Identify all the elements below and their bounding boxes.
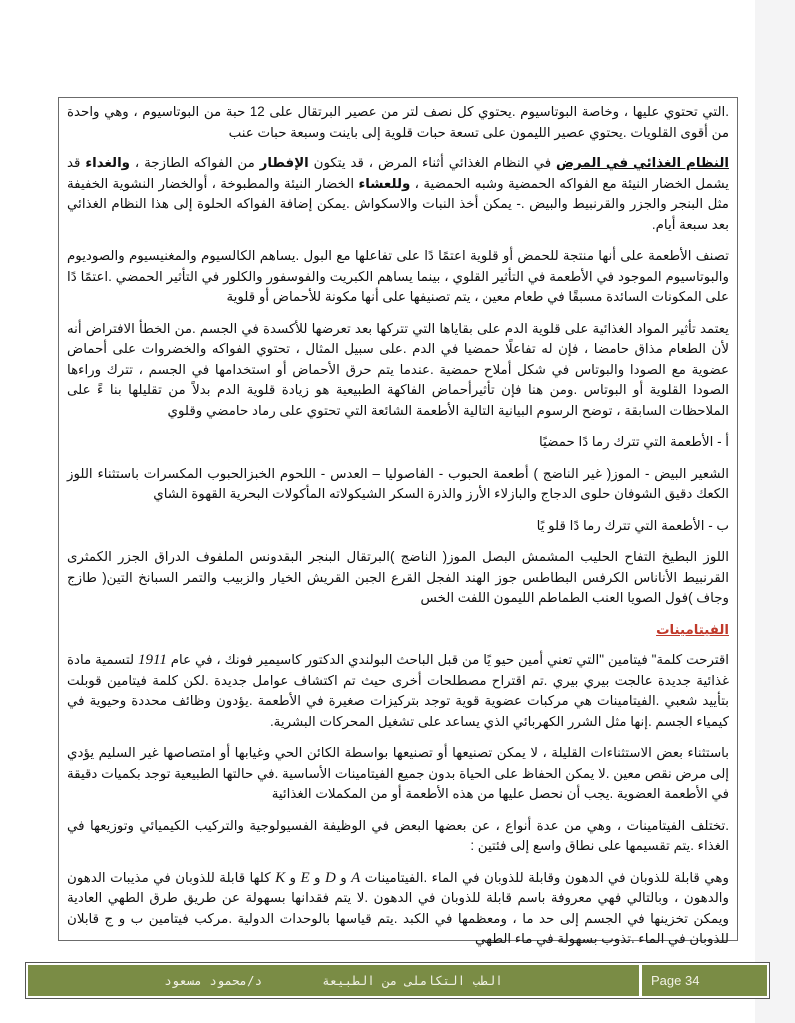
paragraph-blood-alkalinity: يعتمد تأثير المواد الغذائية على قلوية الدم على بقاياها التي تتركها بعد تعرضها للأكسدة في الجسم .من الخطأ الافتراض أنه لأن الطعام مذاق حامضا ، فإن له تفاعلًا حمضيا في الدم .على سبيل المثال ، تحتوي الفواكه والخضروات على أحماض عضوية مع الصودا والبوتاس في شكل أملاح حمضية .عندما يتم حرق الأحماض أو استخدامها في الجسم ، تترك وراءها الصودا القلوية أو البوتاس .ومن هنا فإن تأثيرأحماض الفاكهة الطبيعية هو زيادة قلوية الدم بدلاً من تقليلها بنا ءً على الملاحظات السابقة ، توضح الرسوم البيانية التالية الأطعمة الشائعة التي تحتوي على رماد حامضي وقلوي [67, 320, 729, 418]
document-content-box [58, 97, 738, 946]
footer-book-title: الطب التكاملى من الطبيعة [322, 973, 503, 988]
list-heading-acid-ash: أ - الأطعمة التي تترك رما دًا حمضيًا [539, 434, 729, 449]
page-footer [25, 962, 770, 999]
vitamin-letter-d: D [324, 869, 336, 886]
text-run: و [285, 869, 301, 885]
paragraph-potassium: .التي تحتوي عليها ، وخاصة البوتاسيوم .يحتوي كل نصف لتر من عصير البرتقال على 12 حبة من البوتاسيوم ، وهي واحدة من أقوى القلويات .يحتوي عصير الليمون على تسعة حبات قلوية إلى باينت وسبعة حبات عنب [67, 104, 729, 140]
paragraph-acid-alkaline-classification: تصنف الأطعمة على أنها منتجة للحمض أو قلوية اعتمًا دًا على تفاعلها مع البول .يساهم الكالسيوم والمغنيسيوم والصوديوم والبوتاسيوم الموجود في الأطعمة في التأثير القلوي ، بينما يساهم الكبريت والفوسفور والكلور في التأثير الحمضي .اعتمًا دًا على المكونات السائدة مسبقًا في طعام معين ، يتم تصنيفها على أنها مكونة للأحماض أو قلوية [67, 248, 729, 304]
vitamin-letter-a: A [351, 869, 361, 886]
paragraph-alkaline-ash-foods: اللوز البطيخ التفاح الحليب المشمش البصل الموز( الناضج )البرتقال البنجر البقدونس الملفوف الدراق الجزر الكمثرى القرنبيط الأناناس الكرفس البطاطس جوز الهند الفجل القرع الجبن القريش الخيار والزبيب والتمر السبانخ التين( طازج وجاف )فول الصويا العنب الطماطم الليمون اللفت الخس [67, 549, 729, 605]
paragraph-vitamin-deficiency: باستثناء بعض الاستثناءات القليلة ، لا يمكن تصنيعها أو تصنيعها بواسطة الكائن الحي وغيابها أو امتصاصها غير السليم يؤدي إلى مرض نقص معين .لا يمكن الحفاظ على الحياة بدون جميع الفيتامينات الأساسية .في حالتها الطبيعية توجد بكميات دقيقة في الأطعمة العضوية .يجب أن نحصل عليها من هذه الأطعمة أو من المكملات الغذائية [67, 745, 729, 801]
text-run: في النظام الغذائي أثناء المرض ، قد يتكون [308, 155, 557, 170]
paragraph-fat-soluble-vitamins [67, 868, 729, 950]
paragraph-vitamin-history [67, 650, 729, 732]
bold-lunch: والغداء [85, 155, 130, 170]
text-run: قد يشمل الخضار النيئة مع الفواكه الحمضية وشبه الحمضية ، [67, 155, 729, 191]
footer-page-number: Page 34 [642, 965, 767, 996]
text-run: وهي قابلة للذوبان في الدهون وقابلة للذوبان في الماء .الفيتامينات [360, 869, 729, 885]
bold-dinner: وللعشاء [358, 175, 411, 191]
text-run: لتسمية مادة غذائية جديدة عالجت بيري بيري .تم اقتراح مصطلحات أخرى حيث تم اكتشاف عوامل جديدة .لكن كلمة فيتامين قوبلت بتأييد شعبي .الفيتامينات هي مركبات عضوية قوية توجد بتركيزات صغيرة في الأطعمة .يؤدون وظائف محددة وحيوية في كيمياء الجسم .إنها مثل الشرر الكهربائي الذي يساعد على تشغيل المحركات البشرية. [67, 652, 729, 729]
footer-author: د/محمود مسعود [164, 973, 263, 988]
paragraph-vitamin-types: .تختلف الفيتامينات ، وهي من عدة أنواع ، عن بعضها البعض في الوظيفة الفسيولوجية والتركيب الكيميائي وتوزيعها في الغذاء .يتم تقسيمها على نطاق واسع إلى فئتين : [67, 817, 729, 853]
paragraph-diet-in-illness [67, 153, 729, 235]
section-heading-vitamins: الفيتامينات [656, 621, 729, 637]
vitamin-letter-e: E [300, 869, 310, 886]
list-heading-alkaline-ash: ب - الأطعمة التي تترك رما دًا قلو يًا [536, 517, 729, 533]
text-run: كلها قابلة للذوبان في مذيبات الدهون والدهون ، وبالتالي فهي معروفة باسم قابلة للذوبان في الدهون .لا يتم فقدانها بسهولة عن طريق طرق الطهي العادية ويمكن تخزينها في الجسم إلى حد ما ، ومعظمها في الكبد .يتم قياسها بالوحدات الدولية .مركب فيتامين ب و ج قابلان للذوبان في الماء .تذوب بسهولة في ماء الطهي [67, 869, 729, 946]
text-run: اقترحت كلمة" فيتامين "التي تعني أمين حيو يًا من قبل الباحث البولندي الدكتور كاسيمير فونك ، في عام [166, 652, 730, 667]
footer-title-bar [28, 965, 639, 996]
year-number: 1911 [138, 652, 167, 668]
text-run: من الفواكه الطازجة ، [130, 155, 260, 170]
text-run: و [309, 869, 325, 885]
paragraph-acid-ash-foods: الشعير البيض - الموز( غير الناضج ) أطعمة الحبوب - الفاصوليا – العدس - اللحوم الخبزالحبوب المكسرات باستثناء اللوز الكعك دقيق الشوفان حلوى الدجاج والبازلاء الأرز والذرة السكر الشيكولاته المأكولات البحرية القهوة الشاي [67, 465, 729, 501]
vitamin-letter-k: K [275, 869, 286, 886]
page-margin-shade [755, 0, 795, 1023]
bold-breakfast: الإفطار [259, 155, 309, 170]
text-run: الخضار النيئة والمطبوخة ، أوالخضار النشوية الخفيفة مثل البنجر والجزر والقرنبيط والبيض .- يمكن أخذ النبات والاسكواش .يمكن إضافة الفواكه الحلوة إلى هذا النظام الغذائي بعد سبعة أيام. [67, 175, 729, 232]
section-heading-diet-in-illness: النظام الغذائي في المرض [556, 155, 729, 170]
text-run: و [335, 869, 352, 885]
